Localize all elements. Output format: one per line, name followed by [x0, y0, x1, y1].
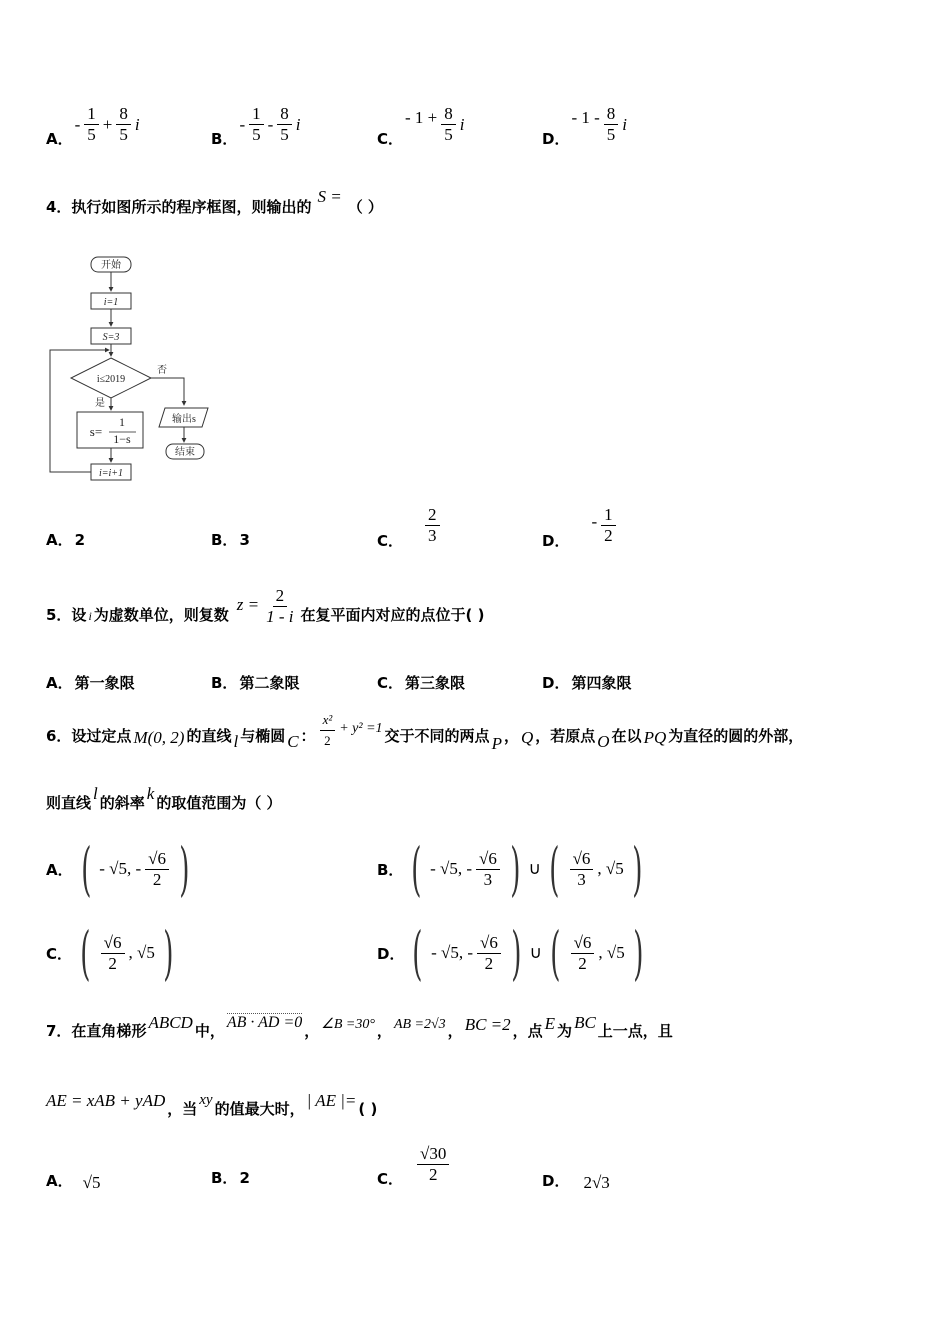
- flow-assign-num: 1: [119, 415, 125, 429]
- q5-option-d[interactable]: D． 第四象限: [542, 674, 632, 692]
- flow-output-label: 输出s: [172, 414, 196, 425]
- flow-assign: [77, 412, 143, 448]
- q4-option-a[interactable]: A． 2: [46, 530, 86, 549]
- fraction: $\frac{1}{5}$: [84, 104, 99, 145]
- q3-option-b[interactable]: B． - $\frac{1}{5}$ - $\frac{8}{5}$ i: [211, 104, 301, 148]
- option-label: C．: [46, 944, 73, 963]
- fraction: $\frac{8}{5}$: [116, 104, 131, 145]
- fraction: $\frac{√6}{2}$: [101, 933, 125, 974]
- option-label: D．: [542, 1171, 570, 1190]
- flow-yes-label: 是: [95, 398, 105, 409]
- fraction: $\frac{8}{5}$: [604, 104, 619, 145]
- option-label: A．: [46, 1171, 73, 1190]
- flow-end-label: 结束: [175, 447, 195, 458]
- option-label: A．: [46, 674, 73, 692]
- q3-options: [0, 100, 950, 150]
- flow-no-label: 否: [157, 365, 167, 376]
- fraction: $\frac{√6}{3}$: [570, 849, 594, 890]
- flow-condition-label: i≤2019: [96, 374, 126, 385]
- q3-option-a[interactable]: A． - $\frac{1}{5}$ + $\frac{8}{5}$ i: [46, 104, 140, 148]
- option-label: A．: [46, 130, 73, 148]
- flow-assign-left: s=: [89, 424, 103, 439]
- q6-option-d[interactable]: D． ( - √5, - $\frac{√6}{2}$ ) ∪ ( $\frac{√6}{2}$ , √5 ): [377, 919, 644, 987]
- fraction: $\frac{√30}{2}$: [417, 1144, 449, 1185]
- q6-stem-line1: 6．设过定点 M(0, 2) 的直线 l 与椭圆 C ： $\frac{\text{x²}}{2}$ + y² =1 交于不同的两点 P ， Q ，若原点 O 在以 PQ 为直径的圆的外部，: [46, 711, 804, 753]
- fraction: $\frac{2}{3}$: [425, 505, 440, 546]
- fraction: $\frac{2}{1 - i}$: [266, 586, 294, 626]
- q5-option-c[interactable]: C． 第三象限: [377, 674, 466, 692]
- option-label: D．: [377, 944, 405, 963]
- option-label: A．: [46, 531, 73, 549]
- q4-option-c[interactable]: [377, 500, 442, 551]
- option-label: B．: [211, 674, 238, 692]
- flow-init-s-label: S=3: [102, 332, 120, 343]
- option-label: C．: [377, 532, 404, 550]
- option-label: D．: [542, 674, 570, 692]
- q6-stem-line2: 则直线 l 的斜率 k 的取值范围为（ ）: [46, 783, 282, 812]
- fraction: $\frac{\text{x²}}{2}$: [320, 710, 336, 751]
- q7-option-c[interactable]: [377, 1140, 451, 1189]
- fraction: $\frac{8}{5}$: [277, 104, 292, 145]
- fraction: $\frac{√6}{2}$: [477, 933, 501, 974]
- q7-stem-line2: AE = xAB + yAD ，当 xy 的值最大时， | AE |= ( ): [46, 1090, 378, 1118]
- option-label: C．: [377, 674, 404, 692]
- fraction: $\frac{8}{5}$: [441, 104, 456, 145]
- q3-option-d[interactable]: D． - 1 - $\frac{8}{5}$ i: [542, 104, 628, 148]
- q6-option-c[interactable]: C． ( $\frac{√6}{2}$ , √5 ): [46, 919, 174, 987]
- q6-option-b[interactable]: B． ( - √5, - $\frac{√6}{3}$ ) ∪ ( $\frac{√6}{3}$ , √5 ): [377, 835, 643, 903]
- option-label: B．: [211, 130, 238, 148]
- fraction: $\frac{1}{5}$: [249, 104, 264, 145]
- fraction: $\frac{√6}{2}$: [571, 933, 595, 974]
- option-label: B．: [211, 531, 238, 549]
- option-label: D．: [542, 130, 570, 148]
- q4-option-d[interactable]: D． - $\frac{1}{2}$: [542, 500, 618, 551]
- q4-stem: 4．执行如图所示的程序框图，则输出的 S = （ ）: [46, 186, 383, 216]
- flow-assign-den: 1−s: [113, 432, 131, 446]
- q7-stem-line1: 7．在直角梯形 ABCD 中， AB · AD =0 ， ∠B =30° ， AB =2√3 ， BC =2 ，点 E 为 BC 上一点，且: [46, 1012, 673, 1040]
- q6-option-a[interactable]: A． ( - √5, - $\frac{√6}{2}$ ): [46, 835, 190, 903]
- fraction: $\frac{√6}{3}$: [476, 849, 500, 890]
- q5-stem: 5．设 i 为虚数单位，则复数 z = $\frac{2}{1 - i}$ 在复平面内对应的点位于( ): [46, 586, 485, 626]
- option-label: A．: [46, 860, 73, 879]
- flowchart: [44, 252, 224, 487]
- q7-options: [0, 1140, 950, 1200]
- q5-option-b[interactable]: B． 第二象限: [211, 674, 300, 692]
- q4-option-b[interactable]: B． 3: [211, 530, 250, 549]
- question-text: 4．执行如图所示的程序框图，则输出的: [46, 198, 312, 216]
- flow-init-i-label: i=1: [103, 297, 119, 308]
- fraction: $\frac{1}{2}$: [601, 505, 616, 546]
- q7-option-d[interactable]: D． 2√3: [542, 1171, 610, 1192]
- fraction: $\frac{√6}{2}$: [145, 849, 169, 890]
- option-label: C．: [377, 130, 404, 148]
- q5-options: [0, 672, 950, 694]
- q4-options: [0, 500, 950, 560]
- option-label: B．: [377, 860, 404, 879]
- q7-option-a[interactable]: A． √5: [46, 1171, 101, 1192]
- option-label: B．: [211, 1169, 238, 1187]
- q3-option-c[interactable]: C． - 1 + $\frac{8}{5}$ i: [377, 104, 465, 148]
- flow-increment-label: i=i+1: [98, 468, 124, 479]
- q7-option-b[interactable]: B． 2: [211, 1168, 250, 1187]
- option-label: D．: [542, 532, 570, 550]
- option-label: C．: [377, 1170, 404, 1188]
- flow-start-label: 开始: [101, 260, 121, 271]
- q5-option-a[interactable]: A． 第一象限: [46, 674, 135, 692]
